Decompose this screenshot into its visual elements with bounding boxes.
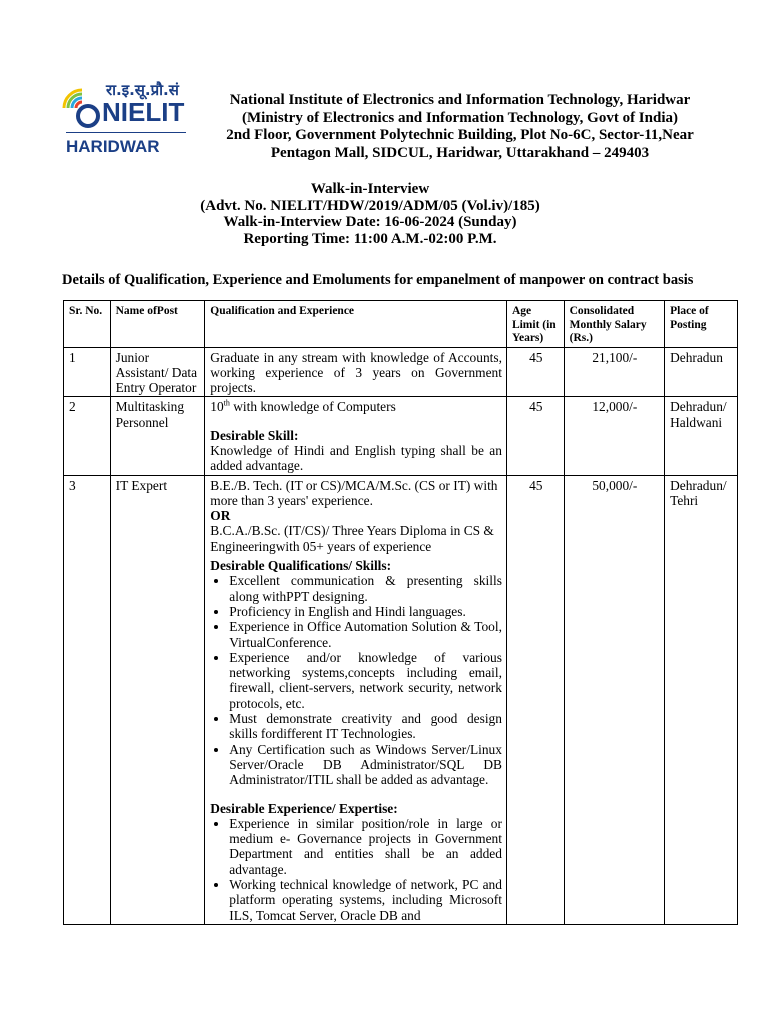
- logo-brand-text: NIELIT: [102, 97, 185, 127]
- list-item: • Must demonstrate creativity and good design skills fordifferent IT Technologies.: [229, 711, 502, 742]
- row2-qualification: [205, 397, 507, 475]
- header-age-limit: Age Limit (in Years): [506, 301, 564, 348]
- list-item: • Experience in Office Automation Solution & Tool, VirtualConference.: [229, 619, 502, 650]
- logo-emblem-icon: [58, 82, 106, 132]
- logo-divider: [66, 132, 186, 133]
- list-item: • Working technical knowledge of network, PC and platform operating systems, including Microsoft ILS, Tomcat Server, Oracle DB and: [229, 877, 502, 923]
- header-qualification: Qualification and Experience: [205, 301, 507, 348]
- list-item: • Excellent communication & presenting skills along withPPT designing.: [229, 573, 502, 604]
- details-heading: Details of Qualification, Experience and Emoluments for empanelment of manpower on contract basis: [62, 272, 694, 288]
- row1-place: Dehradun: [665, 347, 738, 397]
- row3-experience-list: [210, 816, 502, 923]
- logo-hindi-text: रा.इ.सू.प्रौ.सं: [106, 81, 179, 99]
- header-line-4: Pentagon Mall, SIDCUL, Haridwar, Uttarakhand – 249403: [270, 144, 650, 161]
- row3-qual-line2: B.C.A./B.Sc. (IT/CS)/ Three Years Diploma in CS & Engineeringwith 05+ years of experience: [210, 523, 494, 554]
- list-item: • Proficiency in English and Hindi languages.: [229, 604, 502, 619]
- row1-sr: 1: [64, 347, 111, 397]
- row3-qual-line1: B.E./B. Tech. (IT or CS)/MCA/M.Sc. (CS or IT) with more than 3 years' experience.: [210, 477, 498, 508]
- table-row: [64, 347, 738, 397]
- list-item: • Any Certification such as Windows Server/Linux Server/Oracle DB Administrator/SQL DB Administrator/ITIL shall be added as advantage.: [229, 742, 502, 788]
- nielit-logo: [56, 80, 186, 160]
- row3-experience-heading: Desirable Experience/ Expertise:: [210, 800, 398, 816]
- table-row: [64, 397, 738, 475]
- reporting-time: Reporting Time: 11:00 A.M.-02:00 P.M.: [243, 230, 497, 247]
- row2-salary: 12,000/-: [564, 397, 664, 475]
- header-sr-no: Sr. No.: [64, 301, 111, 348]
- list-item: • Experience and/or knowledge of various networking systems,concepts including email, firewall, client-servers, network security, network protocols, etc.: [229, 650, 502, 711]
- row3-skills-list: [210, 573, 502, 787]
- row2-desirable-text: Knowledge of Hindi and English typing shall be an added advantage.: [210, 442, 502, 474]
- row2-post: Multitasking Personnel: [110, 397, 205, 475]
- header-line-1: National Institute of Electronics and Information Technology, Haridwar: [229, 92, 691, 108]
- row3-salary: 50,000/-: [564, 475, 664, 924]
- posts-table: [63, 300, 738, 925]
- header-line-2: (Ministry of Electronics and Information Technology, Govt of India): [242, 109, 678, 126]
- row1-salary: 21,100/-: [564, 347, 664, 397]
- row2-desirable-heading: Desirable Skill:: [210, 427, 299, 443]
- row3-or: OR: [210, 508, 231, 524]
- row2-sr: 2: [64, 397, 111, 475]
- row3-sr: 3: [64, 475, 111, 924]
- row2-place: Dehradun/ Haldwani: [665, 397, 738, 475]
- header-post-name: Name ofPost: [110, 301, 205, 348]
- row3-age: 45: [506, 475, 564, 924]
- logo-city-text: HARIDWAR: [66, 137, 160, 156]
- row1-age: 45: [506, 347, 564, 397]
- row3-qualification: [205, 475, 507, 924]
- list-item: • Experience in similar position/role in large or medium e- Governance projects in Government Department and entities shall be an added advantage.: [229, 816, 502, 877]
- table-header-row: [64, 301, 738, 348]
- row3-post: IT Expert: [110, 475, 205, 924]
- advt-number: (Advt. No. NIELIT/HDW/2019/ADM/05 (Vol.iv)/185): [200, 197, 540, 214]
- header-line-3: 2nd Floor, Government Polytechnic Building, Plot No-6C, Sector-11,Near: [226, 127, 694, 143]
- header-salary: Consolidated Monthly Salary (Rs.): [564, 301, 664, 348]
- row1-post: Junior Assistant/ Data Entry Operator: [110, 347, 205, 397]
- advt-title: Walk-in-Interview: [310, 181, 430, 197]
- table-row: [64, 475, 738, 924]
- row2-age: 45: [506, 397, 564, 475]
- interview-date: Walk-in-Interview Date: 16-06-2024 (Sunday): [223, 214, 517, 230]
- header-place: Place of Posting: [665, 301, 738, 348]
- institute-header: [200, 92, 720, 162]
- row3-place: Dehradun/ Tehri: [665, 475, 738, 924]
- row3-skills-heading: Desirable Qualifications/ Skills:: [210, 558, 392, 574]
- row2-qual-main: 10th with knowledge of Computers: [210, 398, 396, 415]
- advertisement-block: [150, 181, 590, 247]
- row1-qualification: Graduate in any stream with knowledge of Accounts, working experience of 3 years on Government projects.: [205, 347, 507, 397]
